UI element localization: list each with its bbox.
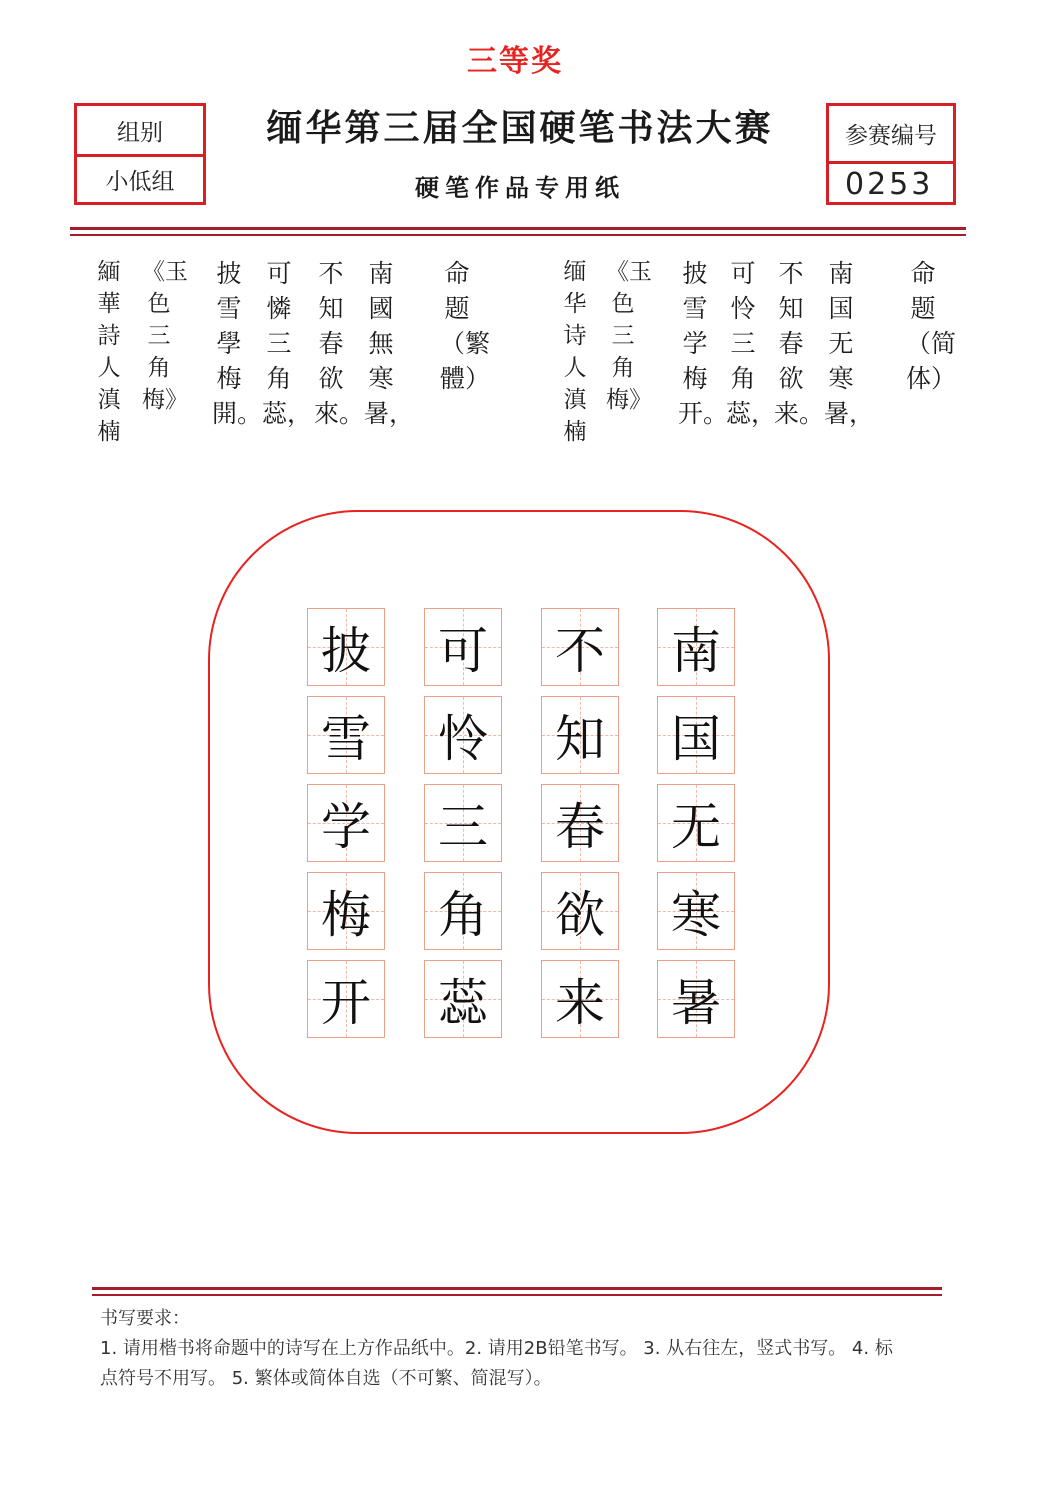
traditional-heading-text: 命题（繁體） <box>440 259 491 393</box>
simplified-author: 缅华诗人 滇楠 <box>563 259 587 445</box>
grid-char: 可 <box>438 622 488 680</box>
grid-cell <box>657 696 735 774</box>
grid-cell <box>541 784 619 862</box>
grid-cell <box>424 784 502 862</box>
grid-cell <box>541 960 619 1038</box>
simplified-heading <box>906 256 957 396</box>
simplified-line-2: 不知春欲来。 <box>774 259 825 428</box>
grid-char: 梅 <box>321 886 371 944</box>
header-rule-thin <box>70 234 966 236</box>
grid-char: 春 <box>555 798 605 856</box>
grid-char: 学 <box>321 798 371 856</box>
requirements-title: 书写要求： <box>100 1308 190 1329</box>
paper-subtitle: 硬笔作品专用纸 <box>415 173 625 202</box>
group-value: 小低组 <box>105 169 175 195</box>
writing-frame <box>208 510 830 1134</box>
group-box <box>74 103 206 205</box>
requirements-text: 1. 请用楷书将命题中的诗写在上方作品纸中。2. 请用2B铅笔书写。 3. 从右往左，竖式书写。 4. 标点符号不用写。 5. 繁体或简体自选（不可繁、简混写）。 <box>100 1338 893 1389</box>
header-rule-thick <box>70 227 966 230</box>
grid-cell <box>424 696 502 774</box>
simplified-line-1: 南国无寒暑， <box>824 259 875 428</box>
simplified-poem-title: 《玉色三角梅》 <box>606 259 652 413</box>
traditional-line-1: 南國無寒暑， <box>364 259 415 428</box>
grid-cell <box>307 784 385 862</box>
grid-cell <box>307 872 385 950</box>
traditional-line-2: 不知春欲來。 <box>314 259 365 428</box>
grid-char: 南 <box>671 622 721 680</box>
award-label: 三等奖 <box>467 44 563 79</box>
grid-char: 寒 <box>671 886 721 944</box>
traditional-line-4: 披雪學梅開。 <box>212 259 263 428</box>
traditional-poem-title: 《玉色三角梅》 <box>142 259 188 413</box>
grid-char: 开 <box>321 974 371 1032</box>
grid-cell <box>424 608 502 686</box>
grid-cell <box>541 608 619 686</box>
entry-label: 参赛编号 <box>845 123 937 149</box>
simplified-line-3: 可怜三角蕊， <box>726 259 777 428</box>
grid-char: 三 <box>438 798 488 856</box>
grid-cell <box>307 696 385 774</box>
traditional-heading <box>440 256 491 396</box>
grid-char: 披 <box>321 622 371 680</box>
footer-rule-thick <box>92 1287 942 1290</box>
footer-rule-thin <box>92 1294 942 1296</box>
traditional-line-3: 可憐三角蕊， <box>262 259 313 428</box>
grid-char: 不 <box>555 622 605 680</box>
simplified-line-4: 披雪学梅开。 <box>678 259 729 428</box>
grid-cell <box>657 608 735 686</box>
grid-char: 知 <box>555 710 605 768</box>
grid-cell <box>657 960 735 1038</box>
traditional-author: 緬華詩人 滇楠 <box>97 259 121 445</box>
grid-cell <box>307 608 385 686</box>
grid-cell <box>657 872 735 950</box>
grid-char: 暑 <box>671 974 721 1032</box>
grid-cell <box>424 872 502 950</box>
simplified-heading-text: 命题（简体） <box>906 259 957 393</box>
grid-char: 怜 <box>438 710 488 768</box>
grid-cell <box>657 784 735 862</box>
group-label: 组别 <box>117 119 163 146</box>
grid-char: 来 <box>555 974 605 1032</box>
grid-char: 国 <box>671 710 721 768</box>
grid-char: 角 <box>438 886 488 944</box>
grid-cell <box>307 960 385 1038</box>
grid-char: 欲 <box>555 886 605 944</box>
entry-value: 0253 <box>845 166 934 202</box>
grid-cell <box>424 960 502 1038</box>
contest-title: 缅华第三届全国硬笔书法大赛 <box>266 107 774 149</box>
entry-box <box>826 103 956 205</box>
grid-char: 无 <box>671 798 721 856</box>
grid-cell <box>541 872 619 950</box>
grid-char: 蕊 <box>438 974 488 1032</box>
grid-char: 雪 <box>321 710 371 768</box>
grid-cell <box>541 696 619 774</box>
